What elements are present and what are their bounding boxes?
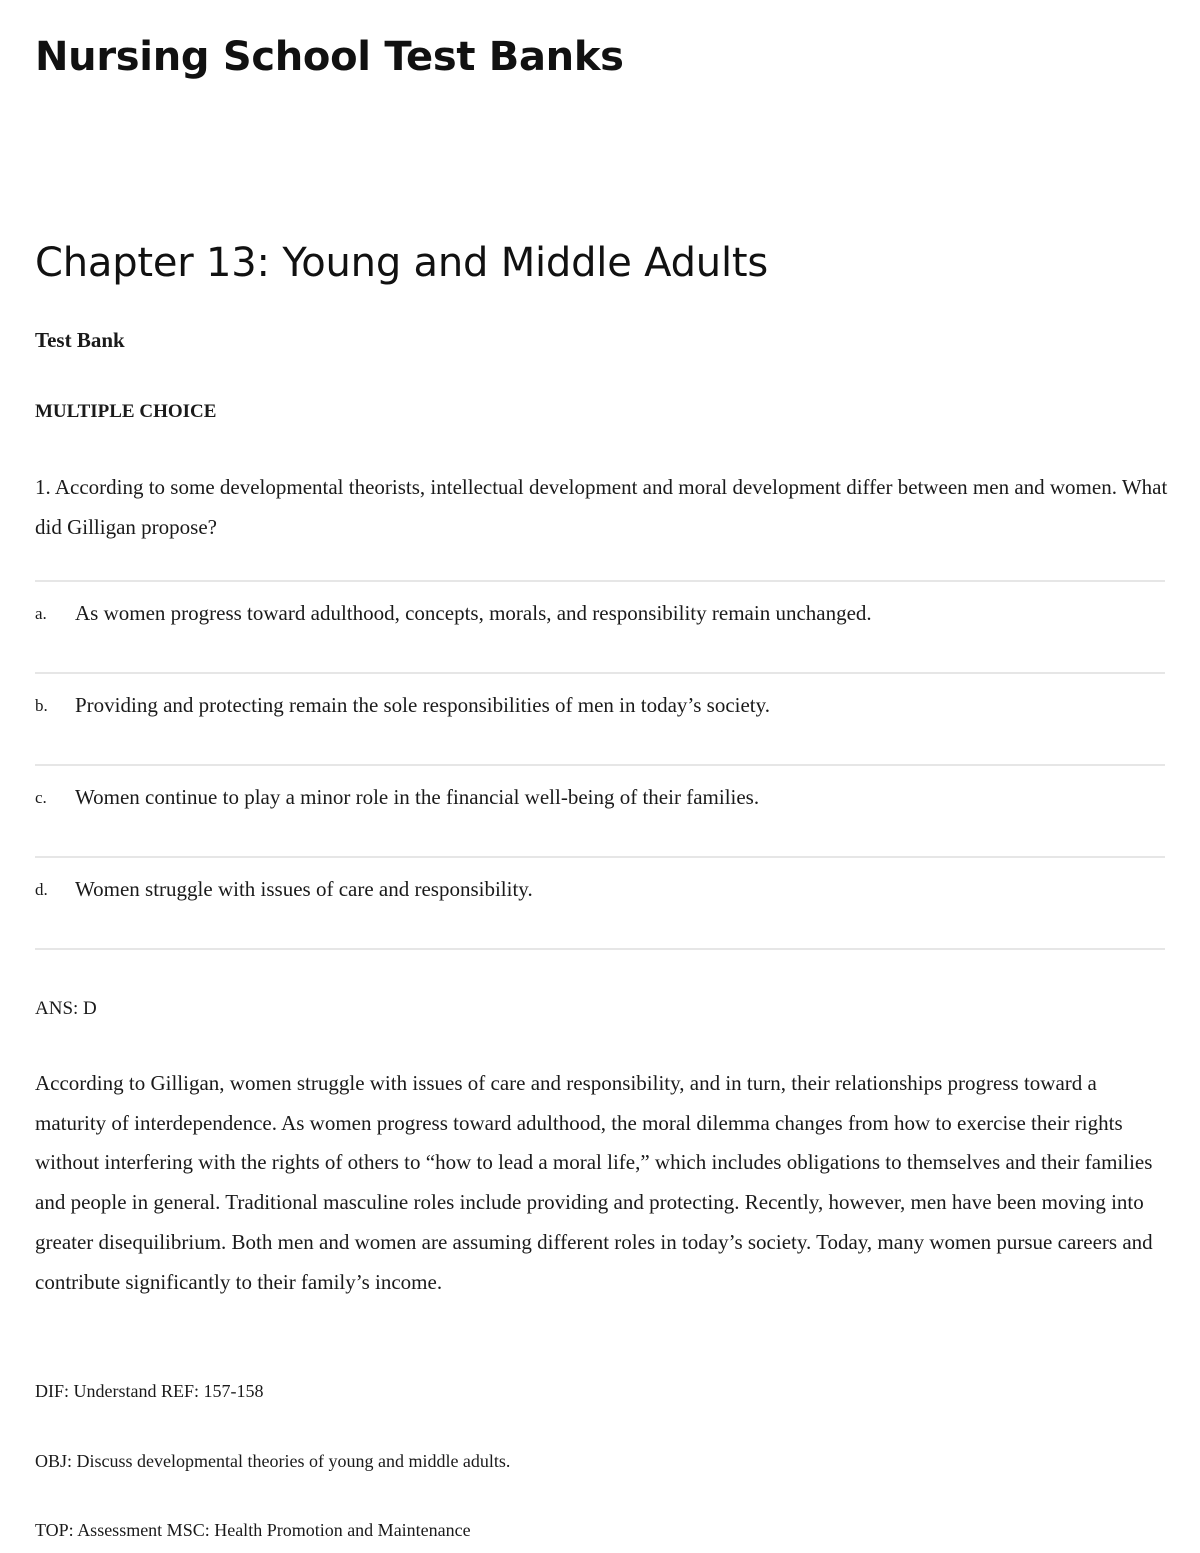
test-bank-label: Test Bank	[35, 328, 125, 352]
option-b	[35, 674, 1165, 766]
answer-key: ANS: D	[35, 998, 97, 1019]
option-text: As women progress toward adulthood, concepts, morals, and responsibility remain unchanged.	[75, 601, 872, 625]
rationale-text: According to Gilligan, women struggle with issues of care and responsibility, and in turn, their relationships progress toward a maturity of interdependence. As women progress toward adulthood, the moral dilemma changes from how to exercise their rights without interfering with the rights of others to “how to lead a moral life,” which includes obligations to themselves and their families and people in general. Traditional masculine roles include providing and protecting. Recently, however, men have been moving into greater disequilibrium. Both men and women are assuming different roles in today’s society. Today, many women pursue careers and contribute significantly to their family’s income.	[35, 1071, 1153, 1294]
option-d	[35, 858, 1165, 950]
section-label: MULTIPLE CHOICE	[35, 401, 217, 422]
chapter-title: Chapter 13: Young and Middle Adults	[35, 240, 768, 286]
option-text: Women continue to play a minor role in the financial well-being of their families.	[75, 785, 760, 809]
question-text: 1. According to some developmental theorists, intellectual development and moral development differ between men and women. What did Gilligan propose?	[35, 475, 1168, 539]
option-letter: a.	[35, 604, 47, 623]
objective: OBJ: Discuss developmental theories of young and middle adults.	[35, 1451, 511, 1471]
option-letter: b.	[35, 696, 48, 715]
site-title[interactable]: Nursing School Test Banks	[35, 34, 624, 80]
topic-msc: TOP: Assessment MSC: Health Promotion and Maintenance	[35, 1520, 471, 1540]
option-text: Providing and protecting remain the sole responsibilities of men in today’s society.	[75, 693, 771, 717]
option-letter: d.	[35, 880, 48, 899]
option-a	[35, 582, 1165, 674]
options-list	[35, 580, 1165, 950]
difficulty-reference: DIF: Understand REF: 157-158	[35, 1381, 264, 1401]
option-c	[35, 766, 1165, 858]
option-letter: c.	[35, 788, 47, 807]
option-text: Women struggle with issues of care and responsibility.	[75, 877, 533, 901]
